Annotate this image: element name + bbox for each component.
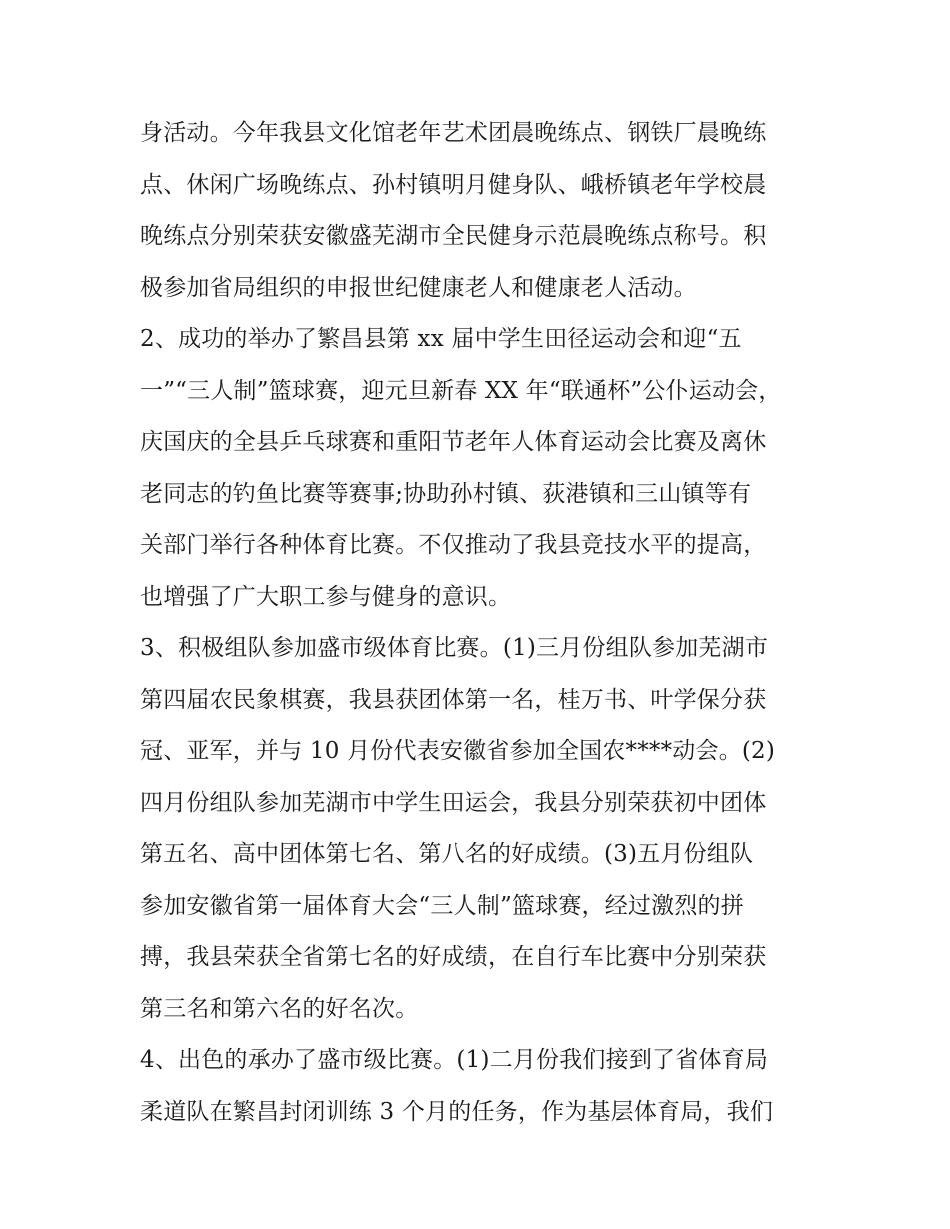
text-line: 搏，我县荣获全省第七名的好成绩，在自行车比赛中分别荣获 xyxy=(140,944,767,970)
document-body xyxy=(140,108,820,1138)
text-line: 冠、亚军，并与 10 月份代表安徽省参加全国农****动会。(2) xyxy=(140,738,776,764)
text-line: 柔道队在繁昌封闭训练 3 个月的任务，作为基层体育局，我们 xyxy=(140,1098,774,1125)
text-line: 第三名和第六名的好名次。 xyxy=(140,995,419,1022)
text-line: 老同志的钓鱼比赛等赛事;协助孙村镇、荻港镇和三山镇等有 xyxy=(140,480,752,507)
text-line: 点、休闲广场晚练点、孙村镇明月健身队、峨桥镇老年学校晨 xyxy=(140,171,767,198)
text-line: 3、积极组队参加盛市级体育比赛。(1)三月份组队参加芜湖市 xyxy=(140,635,769,661)
text-line: 第四届农民象棋赛，我县获团体第一名，桂万书、叶学保分获 xyxy=(140,686,767,713)
text-line: 极参加省局组织的申报世纪健康老人和健康老人活动。 xyxy=(140,274,697,301)
text-line: 也增强了广大职工参与健身的意识。 xyxy=(140,583,512,610)
text-line: 身活动。今年我县文化馆老年艺术团晨晚练点、钢铁厂晨晚练 xyxy=(140,120,767,146)
text-line: 庆国庆的全县乒乓球赛和重阳节老年人体育运动会比赛及离休 xyxy=(140,429,767,455)
text-line: 2、成功的举办了繁昌县第 xx 届中学生田径运动会和迎“五 xyxy=(140,326,742,352)
text-line: 四月份组队参加芜湖市中学生田运会，我县分别荣获初中团体 xyxy=(140,789,767,816)
text-line: 4、出色的承办了盛市级比赛。(1)二月份我们接到了省体育局 xyxy=(140,1047,769,1073)
text-line: 关部门举行各种体育比赛。不仅推动了我县竞技水平的提高， xyxy=(140,532,767,558)
text-line: 第五名、高中团体第七名、第八名的好成绩。(3)五月份组队 xyxy=(140,841,754,867)
text-line: 晚练点分别荣获安徽盛芜湖市全民健身示范晨晚练点称号。积 xyxy=(140,223,767,249)
text-line: 一”“三人制”篮球赛，迎元旦新春 XX 年“联通杯”公仆运动会， xyxy=(140,377,782,404)
text-line: 参加安徽省第一届体育大会“三人制”篮球赛，经过激烈的拼 xyxy=(140,892,744,919)
